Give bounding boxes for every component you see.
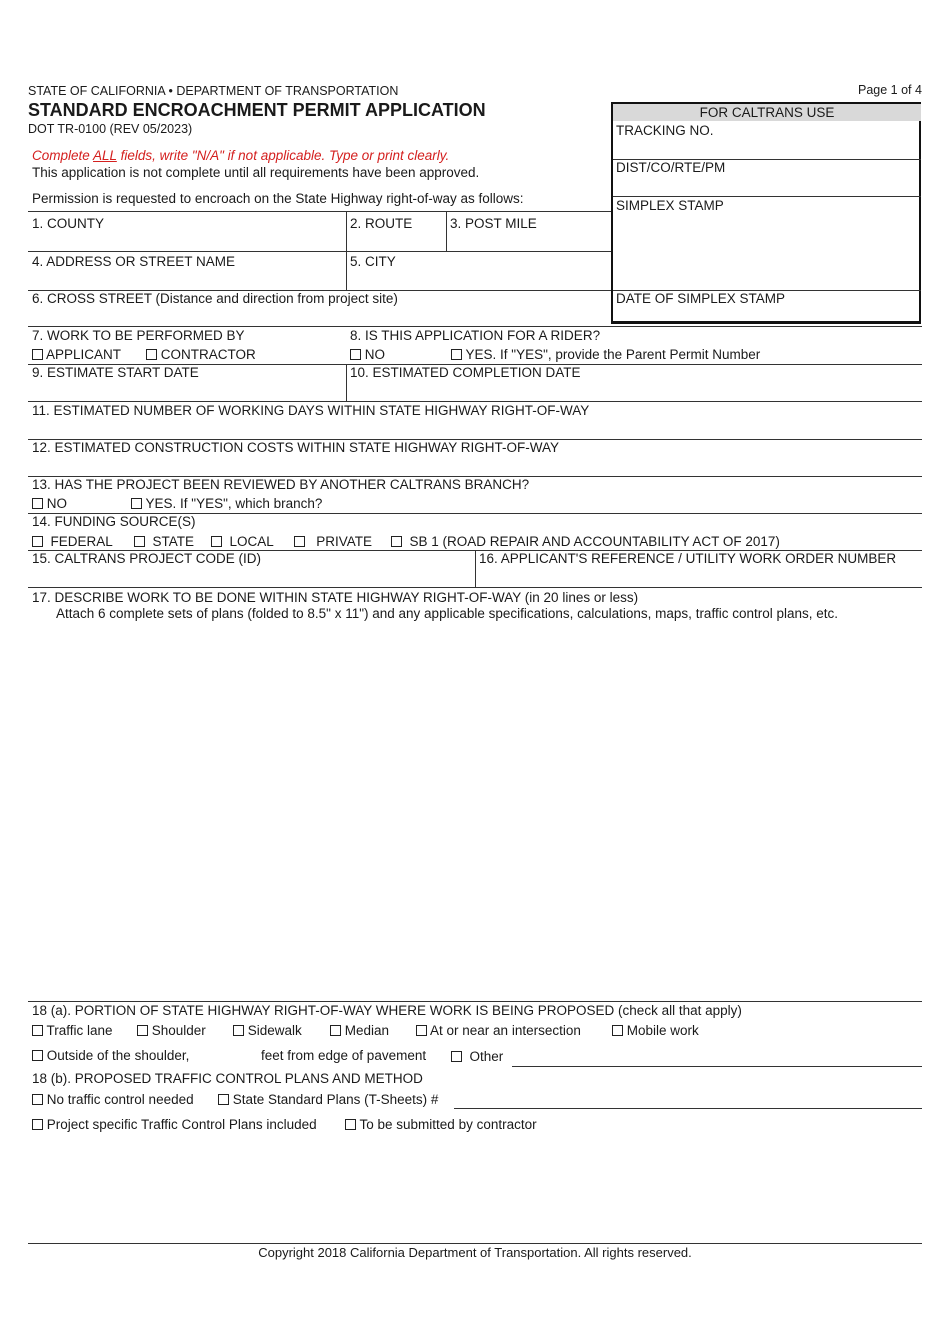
t-sheets-input-line[interactable]	[454, 1108, 922, 1109]
city-field[interactable]: 5. CITY	[350, 254, 396, 269]
page-number: Page 1 of 4	[858, 83, 922, 97]
simplex-stamp-label: SIMPLEX STAMP	[616, 198, 724, 213]
cross-street-field[interactable]: 6. CROSS STREET (Distance and direction from project site)	[32, 291, 398, 306]
reference-field[interactable]: 16. APPLICANT'S REFERENCE / UTILITY WORK ORDER NUMBER	[479, 551, 897, 566]
specific-plans-option[interactable]	[32, 1117, 317, 1132]
option-label: CONTRACTOR	[160, 347, 256, 362]
checkbox[interactable]	[294, 536, 305, 547]
standard-plans-option[interactable]	[218, 1092, 438, 1107]
work-by-contractor-option[interactable]	[146, 347, 256, 362]
option-label: APPLICANT	[46, 347, 122, 362]
start-date-field[interactable]: 9. ESTIMATE START DATE	[32, 365, 199, 380]
checkbox[interactable]	[32, 498, 43, 509]
checkbox[interactable]	[32, 349, 43, 360]
feet-from-edge-label: feet from edge of pavement	[261, 1048, 427, 1063]
checkbox[interactable]	[32, 1050, 43, 1061]
divider	[446, 211, 447, 251]
checkbox[interactable]	[233, 1025, 244, 1036]
project-code-field[interactable]: 15. CALTRANS PROJECT CODE (ID)	[32, 551, 262, 566]
option-label: SB 1 (ROAD REPAIR AND ACCOUNTABILITY ACT OF 2017)	[409, 534, 780, 549]
copyright: Copyright 2018 California Department of Transportation. All rights reserved.	[258, 1245, 692, 1260]
option-label: Shoulder	[151, 1023, 206, 1038]
divider	[475, 550, 476, 587]
other-input-line[interactable]	[512, 1066, 922, 1067]
agency-line: STATE OF CALIFORNIA • DEPARTMENT OF TRANSPORTATION	[28, 84, 399, 98]
instruction-part: Complete	[32, 148, 94, 163]
option-label: YES. If "YES", provide the Parent Permit Number	[465, 347, 761, 362]
checkbox[interactable]	[330, 1025, 341, 1036]
funding-label: 14. FUNDING SOURCE(S)	[32, 514, 196, 529]
funding-sb1-option[interactable]	[391, 534, 780, 549]
address-field[interactable]: 4. ADDRESS OR STREET NAME	[32, 254, 236, 269]
form-id: DOT TR-0100 (REV 05/2023)	[28, 122, 193, 136]
describe-work-note: Attach 6 complete sets of plans (folded to 8.5" x 11") and any applicable specifications, calculations, maps, traffic control plans, etc.	[56, 606, 839, 621]
by-contractor-option[interactable]	[345, 1117, 537, 1132]
traffic-lane-option[interactable]	[32, 1023, 113, 1038]
rider-yes-option[interactable]	[451, 347, 760, 362]
other-option[interactable]	[451, 1049, 503, 1064]
instruction-part: fields, write "N/A" if not applicable. Type or print clearly.	[116, 148, 450, 163]
divider	[346, 364, 347, 401]
checkbox[interactable]	[391, 536, 402, 547]
dist-co-rte-pm-label: DIST/CO/RTE/PM	[616, 160, 726, 175]
option-label: At or near an intersection	[430, 1023, 581, 1038]
checkbox[interactable]	[32, 536, 43, 547]
work-by-applicant-option[interactable]	[32, 347, 121, 362]
construction-costs-field[interactable]: 12. ESTIMATED CONSTRUCTION COSTS WITHIN STATE HIGHWAY RIGHT-OF-WAY	[32, 440, 560, 455]
no-traffic-control-option[interactable]	[32, 1092, 194, 1107]
checkbox[interactable]	[137, 1025, 148, 1036]
sidewalk-option[interactable]	[233, 1023, 302, 1038]
checkbox[interactable]	[218, 1094, 229, 1105]
funding-state-option[interactable]	[134, 534, 194, 549]
option-label: Mobile work	[626, 1023, 699, 1038]
option-label: FEDERAL	[50, 534, 113, 549]
reviewed-yes-option[interactable]	[131, 496, 322, 511]
checkbox[interactable]	[131, 498, 142, 509]
section-18a-heading: 18 (a). PORTION OF STATE HIGHWAY RIGHT-OF-WAY WHERE WORK IS BEING PROPOSED (check all that apply)	[32, 1003, 742, 1018]
reviewed-no-option[interactable]	[32, 496, 67, 511]
section-18b-heading: 18 (b). PROPOSED TRAFFIC CONTROL PLANS AND METHOD	[32, 1071, 423, 1086]
checkbox[interactable]	[345, 1119, 356, 1130]
permission-text: Permission is requested to encroach on the State Highway right-of-way as follows:	[32, 191, 524, 206]
form-title: STANDARD ENCROACHMENT PERMIT APPLICATION	[28, 100, 486, 120]
describe-work-area[interactable]	[28, 626, 922, 998]
option-label: To be submitted by contractor	[359, 1117, 537, 1132]
divider	[28, 326, 922, 327]
option-label: LOCAL	[229, 534, 274, 549]
post-mile-field[interactable]: 3. POST MILE	[450, 216, 537, 231]
checkbox[interactable]	[211, 536, 222, 547]
funding-local-option[interactable]	[211, 534, 274, 549]
option-label: Outside of the shoulder,	[46, 1048, 190, 1063]
divider	[28, 211, 611, 212]
divider	[28, 587, 922, 588]
checkbox[interactable]	[134, 536, 145, 547]
option-label: Other	[469, 1049, 504, 1064]
completion-date-field[interactable]: 10. ESTIMATED COMPLETION DATE	[350, 365, 581, 380]
option-label: Median	[344, 1023, 390, 1038]
mobile-work-option[interactable]	[612, 1023, 699, 1038]
option-label: Project specific Traffic Control Plans included	[46, 1117, 317, 1132]
rider-no-option[interactable]	[350, 347, 385, 362]
option-label: Sidewalk	[247, 1023, 302, 1038]
simplex-date-label: DATE OF SIMPLEX STAMP	[616, 291, 786, 306]
working-days-field[interactable]: 11. ESTIMATED NUMBER OF WORKING DAYS WITHIN STATE HIGHWAY RIGHT-OF-WAY	[32, 403, 590, 418]
work-by-label: 7. WORK TO BE PERFORMED BY	[32, 328, 245, 343]
funding-private-option[interactable]	[294, 534, 372, 549]
checkbox[interactable]	[32, 1094, 43, 1105]
rider-label: 8. IS THIS APPLICATION FOR A RIDER?	[350, 328, 601, 343]
checkbox[interactable]	[416, 1025, 427, 1036]
checkbox[interactable]	[32, 1025, 43, 1036]
option-label: State Standard Plans (T-Sheets) #	[232, 1092, 439, 1107]
option-label: Traffic lane	[46, 1023, 113, 1038]
divider	[613, 196, 921, 197]
describe-work-label: 17. DESCRIBE WORK TO BE DONE WITHIN STATE HIGHWAY RIGHT-OF-WAY (in 20 lines or less)	[32, 590, 639, 605]
checkbox[interactable]	[32, 1119, 43, 1130]
checkbox[interactable]	[451, 349, 462, 360]
divider	[28, 401, 922, 402]
option-label: STATE	[152, 534, 195, 549]
tracking-no-label: TRACKING NO.	[616, 123, 714, 138]
divider	[28, 251, 611, 252]
option-label: No traffic control needed	[46, 1092, 194, 1107]
route-field[interactable]: 2. ROUTE	[350, 216, 413, 231]
shoulder-option[interactable]	[137, 1023, 206, 1038]
checkbox[interactable]	[350, 349, 361, 360]
county-field[interactable]: 1. COUNTY	[32, 216, 105, 231]
intersection-option[interactable]	[416, 1023, 581, 1038]
median-option[interactable]	[330, 1023, 389, 1038]
instruction-complete: This application is not complete until all requirements have been approved.	[32, 165, 480, 180]
divider	[28, 1243, 922, 1244]
funding-federal-option[interactable]	[32, 534, 113, 549]
outside-shoulder-option[interactable]	[32, 1048, 189, 1063]
option-label: NO	[46, 496, 68, 511]
caltrans-use-header: FOR CALTRANS USE	[613, 104, 921, 121]
checkbox[interactable]	[612, 1025, 623, 1036]
instruction-all: ALL	[93, 148, 117, 163]
checkbox[interactable]	[451, 1051, 462, 1062]
option-label: NO	[364, 347, 386, 362]
reviewed-label: 13. HAS THE PROJECT BEEN REVIEWED BY ANOTHER CALTRANS BRANCH?	[32, 477, 530, 492]
divider	[28, 1001, 922, 1002]
checkbox[interactable]	[146, 349, 157, 360]
option-label: YES. If "YES", which branch?	[145, 496, 323, 511]
instruction-required	[32, 148, 449, 163]
option-label: PRIVATE	[316, 534, 373, 549]
